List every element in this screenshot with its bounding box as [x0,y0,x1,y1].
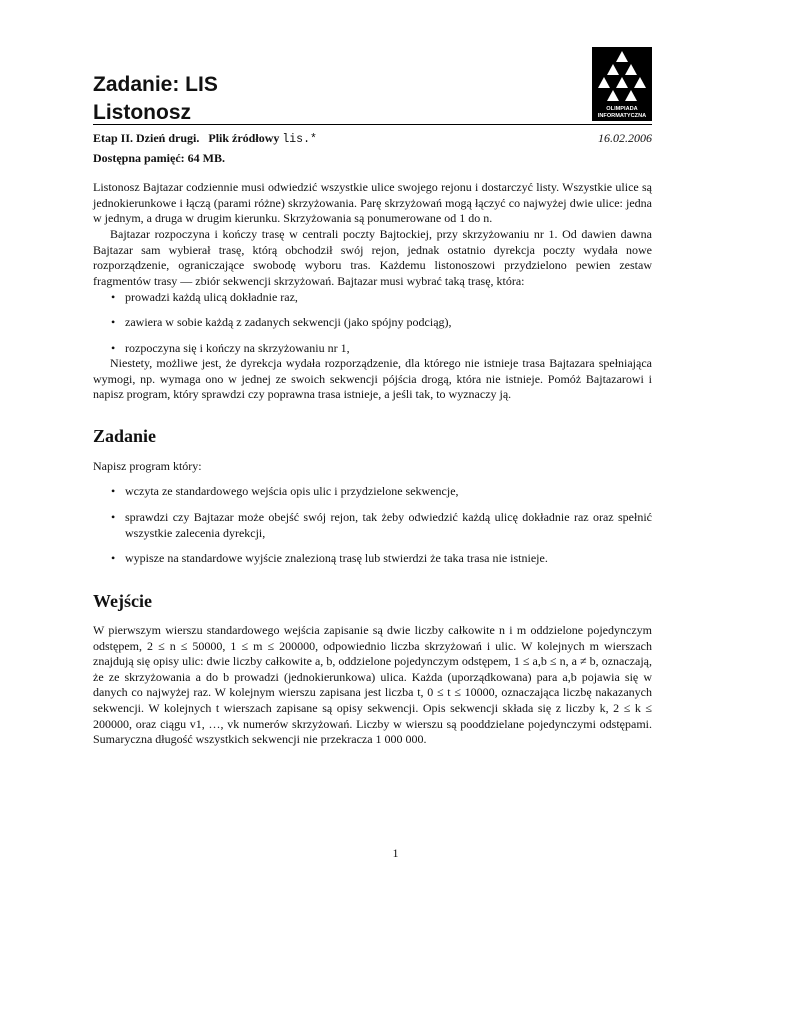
svg-text:INFORMATYCZNA: INFORMATYCZNA [597,113,647,119]
section-heading-input: Wejście [93,591,152,611]
list-item-text: wczyta ze standardowego wejścia opis ulic i przydzielone sekwencje, [125,484,459,498]
input-paragraph: W pierwszym wierszu standardowego wejścia zapisanie są dwie liczby całkowite n i m oddzielone pojedynczym odstępem, 2 ≤ n ≤ 50000, 1 ≤ m ≤ 200000, odpowiednio liczba skrzyżowań i ulic. W kolejnych m wierszach znajdują się opisy ulic: dwie liczby całkowite a, b, oddzielone pojedynczym odstępem, 1 ≤ a,b ≤ n, a ≠ b, oznaczają, że ze skrzyżowania a do b prowadzi (jednokierunkowa) ulica. Każda (uporządkowana) para a,b pojawia się w danych co najwyżej raz. W kolejnym wierszu zapisana jest liczba t, 0 ≤ t ≤ 10000, oznaczająca liczbę nakazanych sekwencji. W kolejnych t wierszach zapisane są opisy sekwencji. Opis sekwencji składa się z liczby k, 2 ≤ k ≤ 200000, oraz ciągu v1, …, vk numerów skrzyżowań. Liczby w wierszu są pooddzielane pojedynczymi odstępami. Sumaryczna długość wszystkich sekwencji nie przekracza 1 000 000. [93,623,652,747]
memory-limit-text: Dostępna pamięć: 64 MB. [93,151,225,165]
list-item-text: rozpoczyna się i kończy na skrzyżowaniu nr 1, [125,341,350,355]
stage-label: Etap II. Dzień drugi. [93,131,200,145]
list-item-text: wypisze na standardowe wyjście znalezioną trasę lub stwierdzi że taka trasa nie istnieje. [125,551,548,565]
bullet-icon: • [111,315,116,329]
list-item [111,510,652,541]
task-meta [93,131,652,147]
list-item-text: zawiera w sobie każdą z zadanych sekwencji (jako spójny podciąg), [125,315,452,329]
intro-paragraph-1: Listonosz Bajtazar codziennie musi odwiedzić wszystkie ulice swojego rejonu i dostarczyć listy. Wszystkie ulice są jednokierunkowe i łączą (parami różne) skrzyżowania. Parę skrzyżowań mogą łączyć co najwyżej dwie ulice: jedna w jednym, a druga w drugim kierunku. Skrzyżowania są ponumerowane od 1 do n. [93,180,652,226]
list-item-text: prowadzi każdą ulicą dokładnie raz, [125,290,298,304]
intro-paragraph-2: Bajtazar rozpoczyna i kończy trasę w centrali poczty Bajtockiej, przy skrzyżowaniu nr 1. Od dawien dawna Bajtazar sam wybierał trasę, którą obchodził swój rejon, jednak ostatnio dyrekcja poczty wydała nowe rozporządzenie, ograniczające swobodę wyboru tras. Każdemu listonoszowi przydzielono pewien zestaw fragmentów trasy — zbiór sekwencji skrzyżowań. Bajtazar musi wybrać taką trasę, która: [93,227,652,288]
olympiad-logo [592,47,652,121]
bullet-icon: • [111,290,116,304]
task-subtitle: Listonosz [93,101,191,124]
header-rule [93,124,652,125]
list-item [111,551,652,567]
bullet-icon: • [111,341,116,355]
task-title: Zadanie: LIS [93,73,218,96]
bullet-icon: • [111,484,116,498]
source-file-name: lis.* [282,133,317,146]
intro-paragraph-3: Niestety, możliwe jest, że dyrekcja wydała rozporządzenie, dla którego nie istnieje trasa Bajtazara spełniająca wymogi, np. wymaga ono w jednej ze swoich sekwencji pójścia drogą, która nie istnieje. Pomóż Bajtazarowi i napisz program, który sprawdzi czy poprawna trasa istnieje, a jeśli tak, to wyznaczy ją. [93,356,652,402]
list-item-text: sprawdzi czy Bajtazar może obejść swój rejon, tak żeby odwiedzić każdą ulicę dokładnie raz oraz spełnić wszystkie zalecenia dyrekcji, [125,510,652,540]
task-lead: Napisz program który: [93,459,202,473]
source-file-label: Plik źródłowy [208,131,280,145]
contest-date: 16.02.2006 [598,131,652,145]
memory-limit [93,151,652,165]
svg-text:OLIMPIADA: OLIMPIADA [606,106,638,112]
bullet-icon: • [111,510,116,524]
list-item [111,315,452,331]
page-number: 1 [392,846,399,860]
bullet-icon: • [111,551,116,565]
list-item [111,290,298,306]
list-item [111,484,652,500]
list-item [111,341,350,357]
section-heading-task: Zadanie [93,426,157,446]
